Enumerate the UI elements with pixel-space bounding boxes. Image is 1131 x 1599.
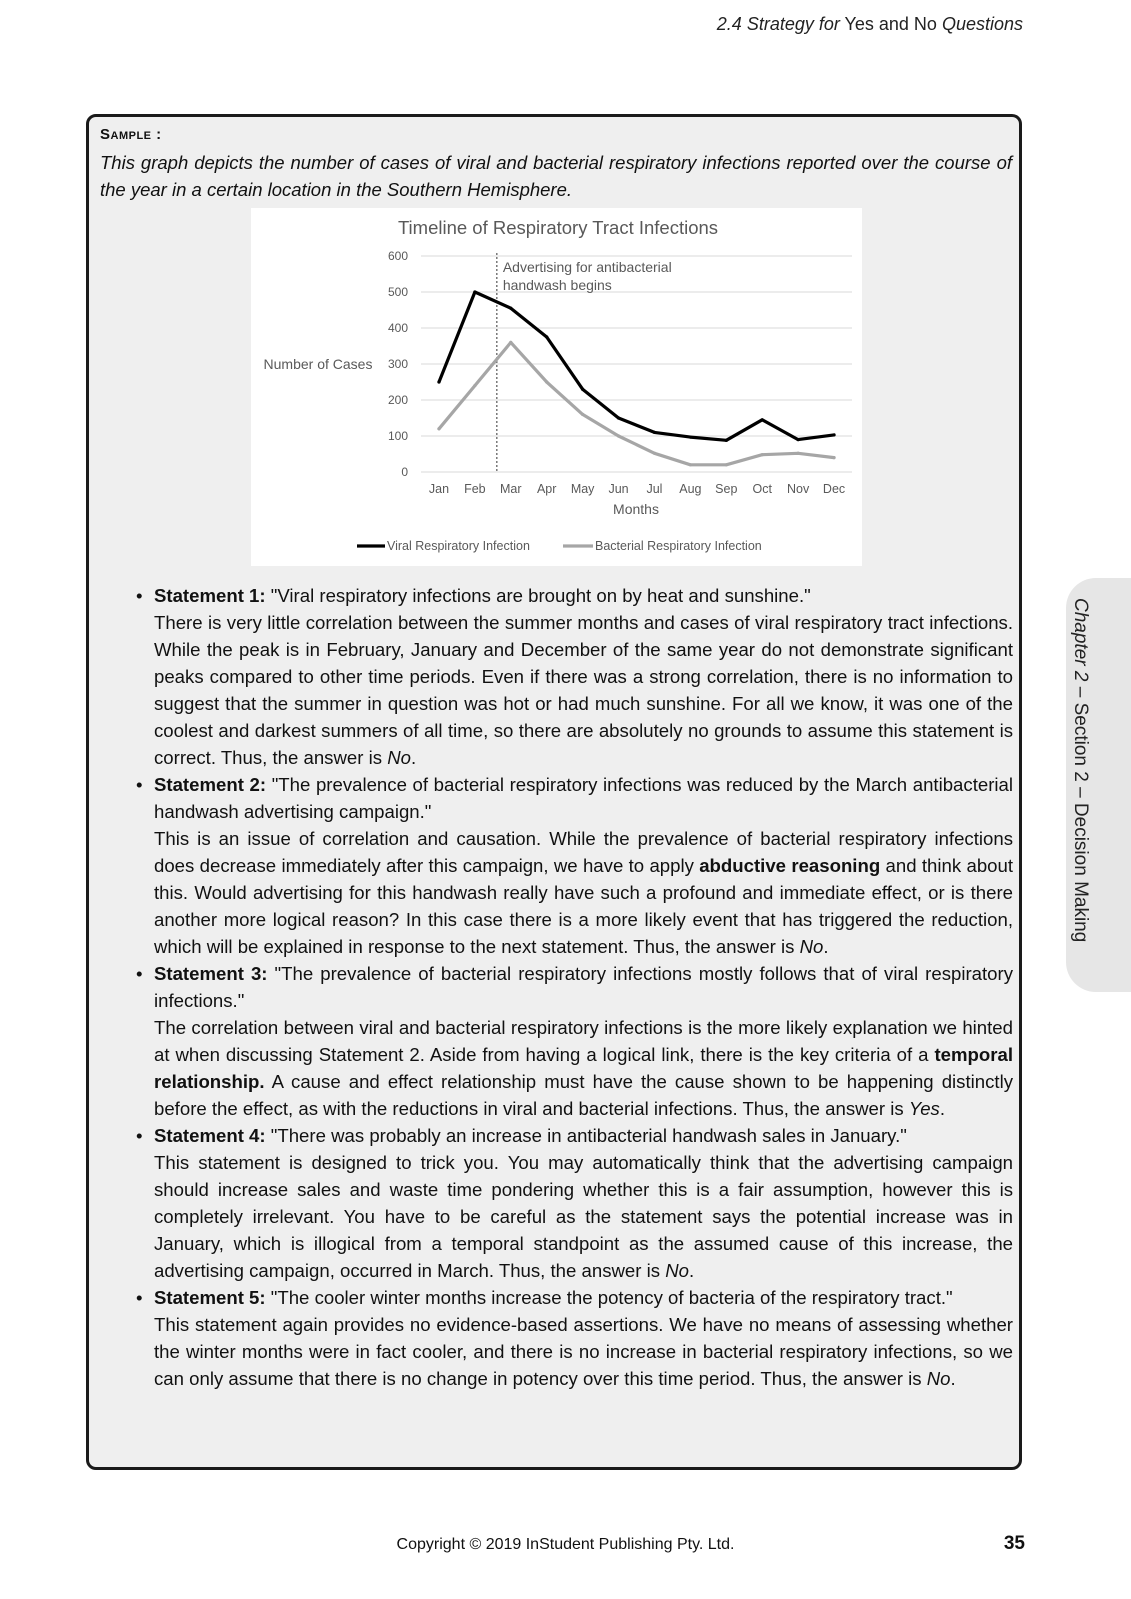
statement-quote-line — [154, 1122, 1013, 1149]
statement-item — [128, 960, 1013, 1122]
running-header-word: Yes and No — [839, 14, 937, 34]
data-point — [761, 418, 764, 421]
statement-label: Statement 2: — [154, 774, 267, 795]
line-chart — [251, 208, 862, 566]
sample-label: Sample : — [100, 126, 162, 143]
statement-explanation — [154, 609, 1013, 771]
x-tick-label: Oct — [752, 482, 772, 496]
x-tick-label: Dec — [822, 482, 846, 496]
statement-quote-line — [154, 582, 1013, 609]
statements-list — [128, 582, 1013, 1392]
data-point — [581, 388, 584, 391]
answer-word: No — [799, 936, 824, 957]
statement-label: Statement 5: — [154, 1287, 266, 1308]
data-point — [689, 463, 692, 466]
explanation-text: There is very little correlation between the summer months and cases of viral respiratory tract infections. While the peak is in February, January and December of the same year do not demonstrate significant peaks compared to other time periods. Even if there was a strong correlation, there is no information to suggest that the summer in question was hot or had much sunshine. For all we know, it was one of the coolest and darkest summers of all time, so there are absolutely no grounds to assume this statement is correct. Thus, the answer is — [154, 612, 1013, 768]
statement-explanation — [154, 1014, 1013, 1122]
x-tick-label: Aug — [679, 482, 702, 496]
data-point — [545, 335, 548, 338]
y-tick-label: 100 — [387, 429, 408, 443]
answer-word: No — [926, 1368, 951, 1389]
statement-quote-line — [154, 960, 1013, 1014]
data-point — [797, 452, 800, 455]
data-point — [437, 427, 440, 430]
data-point — [509, 341, 512, 344]
explanation-text: . — [689, 1260, 695, 1281]
y-tick-label: 600 — [387, 249, 408, 263]
sample-intro: This graph depicts the number of cases of viral and bacterial respiratory infections reported over the course of the year in a certain location in the Southern Hemisphere. — [100, 152, 1012, 200]
statement-label: Statement 1: — [154, 585, 266, 606]
x-tick-label: May — [570, 482, 595, 496]
x-tick-label: Jun — [608, 482, 629, 496]
explanation-text: . — [823, 936, 829, 957]
page-number: 35 — [1003, 1533, 1025, 1554]
statement-item — [128, 1284, 1013, 1392]
sample-box — [86, 114, 1022, 1470]
data-point — [437, 380, 440, 383]
series-line-viral — [439, 292, 834, 440]
data-point — [832, 456, 835, 459]
statement-quote: "The prevalence of bacterial respiratory infections was reduced by the March antibacterial handwash advertising campaign." — [154, 774, 1013, 822]
x-tick-label: Sep — [715, 482, 738, 496]
statement-item — [128, 1122, 1013, 1284]
statement-item — [128, 582, 1013, 771]
y-tick-label: 300 — [387, 357, 408, 371]
explanation-text: This statement is designed to trick you. You may automatically think that the advertising campaign should increase sales and waste time pondering whether this is a fair assumption, however this is completely irrelevant. You have to be careful as the statement says the potential increase was in January, which is illogical from a temporal standpoint as the assumed cause of this increase, the advertising campaign, occurred in March. Thus, the answer is — [154, 1152, 1013, 1281]
side-tab-section: – Section 2 – Decision Making — [1070, 681, 1091, 943]
chart-panel — [251, 208, 862, 566]
explanation-text: . — [950, 1368, 956, 1389]
running-header-word: Strategy for — [746, 14, 840, 34]
explanation-text: . — [939, 1098, 946, 1119]
y-tick-label: 200 — [387, 393, 408, 407]
y-axis-title: Number of Cases — [263, 356, 373, 372]
data-point — [473, 384, 476, 387]
statement-label: Statement 4: — [154, 1125, 266, 1146]
data-point — [761, 453, 764, 456]
explanation-text: A cause and effect relationship must have the cause shown to be happening distinctly before the effect, as with the reductions in viral and bacterial infections. Thus, the answer is — [154, 1071, 1013, 1119]
data-point — [797, 438, 800, 441]
running-header — [717, 14, 1023, 35]
y-tick-label: 400 — [387, 321, 408, 335]
statement-explanation — [154, 825, 1013, 960]
emphasis-bold: temporal relationship. — [154, 1044, 1013, 1092]
annotation-text: handwash begins — [502, 277, 612, 293]
data-point — [581, 413, 584, 416]
legend-label: Viral Respiratory Infection — [387, 539, 530, 553]
statement-explanation — [154, 1311, 1013, 1392]
statement-label: Statement 3: — [154, 963, 268, 984]
statement-quote: "There was probably an increase in antibacterial handwash sales in January." — [265, 1125, 907, 1146]
x-axis-title: Months — [613, 501, 659, 517]
x-tick-label: Mar — [500, 482, 522, 496]
statement-quote-line — [154, 771, 1013, 825]
running-header-word: Questions — [936, 14, 1023, 34]
x-tick-label: Jan — [428, 482, 450, 496]
explanation-text: This is an issue of correlation and causation. While the prevalence of bacterial respiratory infections does decrease immediately after this campaign, we have to apply — [154, 828, 1013, 876]
series-line-bacterial — [439, 342, 834, 464]
statement-quote: "The cooler winter months increase the potency of bacteria of the respiratory tract." — [265, 1287, 953, 1308]
statement-quote: "The prevalence of bacterial respiratory infections mostly follows that of viral respiratory infections." — [154, 963, 1014, 1011]
statement-quote-line — [154, 1284, 1013, 1311]
annotation-text: Advertising for antibacterial — [502, 259, 672, 275]
data-point — [509, 307, 512, 310]
x-tick-label: Jul — [646, 482, 663, 496]
y-tick-label: 0 — [401, 465, 408, 479]
x-tick-label: Nov — [787, 482, 810, 496]
running-header-section-number: 2.4 — [716, 14, 742, 34]
explanation-text: and think about this. Would advertising for this handwash really have such a profound and immediate effect, or is there another more logical reason? In this case there is a more likely event that has triggered the reduction, which will be explained in response to the next statement. Thus, the answer is — [154, 855, 1014, 957]
x-tick-label: Apr — [536, 482, 557, 496]
data-point — [617, 434, 620, 437]
statement-item — [128, 771, 1013, 960]
statement-quote: "Viral respiratory infections are brought on by heat and sunshine." — [265, 585, 811, 606]
side-tab-chapter: Chapter 2 — [1070, 598, 1091, 682]
explanation-text: . — [410, 747, 417, 768]
data-point — [689, 435, 692, 438]
chapter-side-tab-text — [1069, 598, 1091, 942]
explanation-text: This statement again provides no evidence-based assertions. We have no means of assessing whether the winter months were in fact cooler, and there is no increase in bacterial respiratory infections, so we can only assume that there is no change in potency over this time period. Thus, the answer is — [154, 1314, 1013, 1389]
data-point — [832, 433, 835, 436]
emphasis-bold: abductive reasoning — [699, 855, 881, 876]
data-point — [545, 380, 548, 383]
footer-copyright: Copyright © 2019 InStudent Publishing Pty. Ltd. — [396, 1536, 735, 1553]
data-point — [617, 416, 620, 419]
running-header-section-title — [747, 14, 1023, 34]
y-tick-label: 500 — [387, 285, 408, 299]
answer-word: No — [665, 1260, 690, 1281]
chart-title: Timeline of Respiratory Tract Infections — [397, 217, 719, 238]
data-point — [653, 452, 656, 455]
answer-word: No — [387, 747, 411, 768]
statement-explanation — [154, 1149, 1013, 1284]
answer-word: Yes — [908, 1098, 940, 1119]
x-tick-label: Feb — [464, 482, 486, 496]
data-point — [473, 290, 476, 293]
data-point — [653, 431, 656, 434]
data-point — [725, 463, 728, 466]
data-point — [725, 439, 728, 442]
legend-label: Bacterial Respiratory Infection — [595, 539, 762, 553]
explanation-text: The correlation between viral and bacterial respiratory infections is the more likely explanation we hinted at when discussing Statement 2. Aside from having a logical link, there is the key criteria of a — [154, 1017, 1013, 1065]
